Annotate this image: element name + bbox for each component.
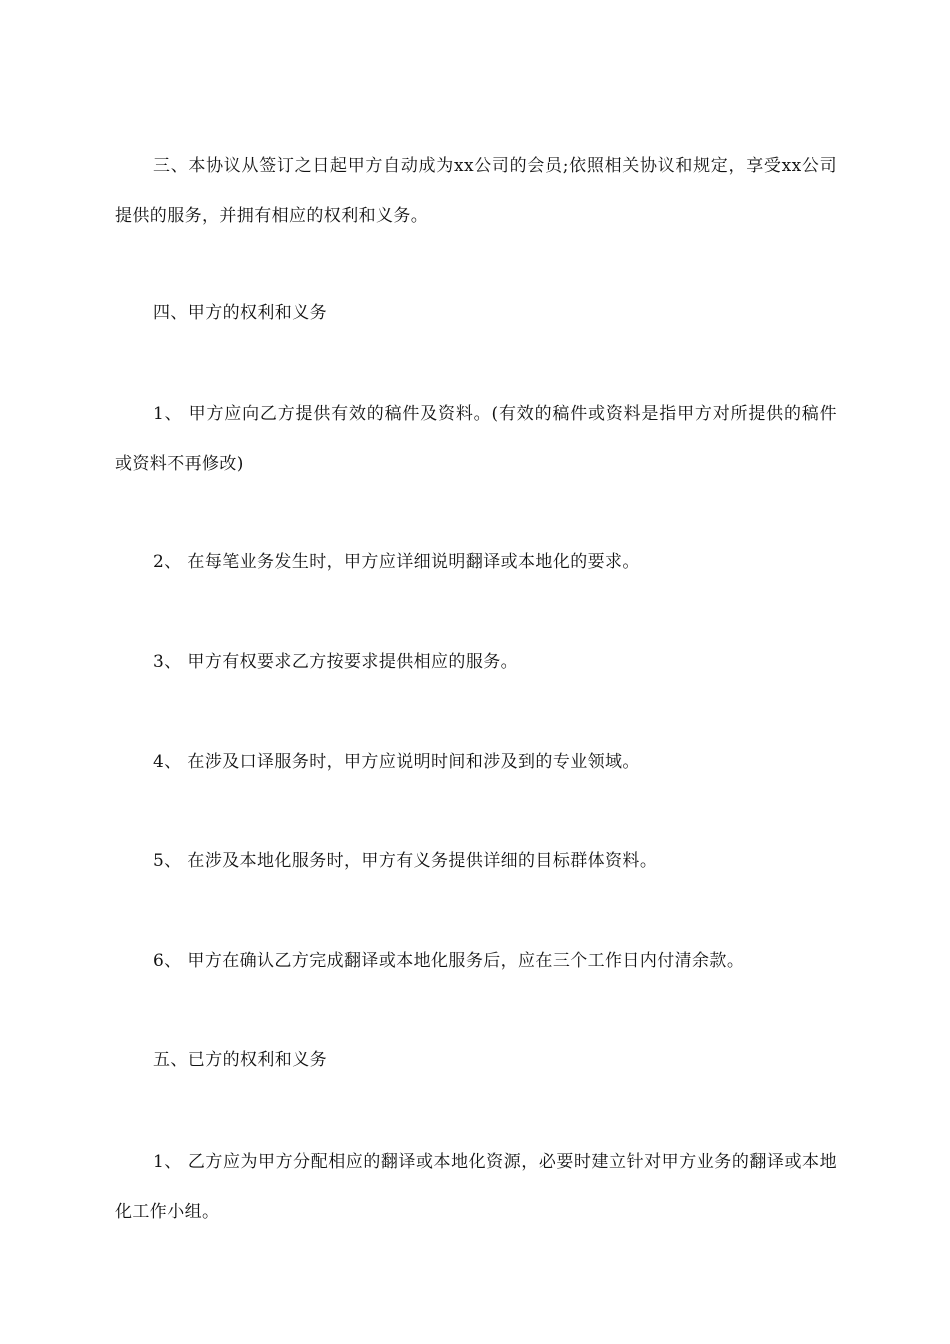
clause-5-1: 1、 乙方应为甲方分配相应的翻译或本地化资源，必要时建立针对甲方业务的翻译或本地化工作小组。 bbox=[115, 1152, 837, 1222]
clause-3-membership: 三、本协议从签订之日起甲方自动成为xx公司的会员;依照相关协议和规定，享受xx公司提供的服务，并拥有相应的权利和义务。 bbox=[115, 156, 837, 226]
clause-4-1: 1、 甲方应向乙方提供有效的稿件及资料。(有效的稿件或资料是指甲方对所提供的稿件或资料不再修改) bbox=[115, 404, 837, 474]
clause-4-3: 3、 甲方有权要求乙方按要求提供相应的服务。 bbox=[153, 652, 519, 672]
clause-4-5: 5、 在涉及本地化服务时，甲方有义务提供详细的目标群体资料。 bbox=[153, 851, 658, 871]
clause-4-2: 2、 在每笔业务发生时，甲方应详细说明翻译或本地化的要求。 bbox=[153, 552, 640, 572]
section-5-heading: 五、已方的权利和义务 bbox=[153, 1050, 327, 1070]
clause-4-6: 6、 甲方在确认乙方完成翻译或本地化服务后，应在三个工作日内付清余款。 bbox=[153, 951, 745, 971]
section-4-heading: 四、甲方的权利和义务 bbox=[153, 303, 327, 323]
clause-4-4: 4、 在涉及口译服务时，甲方应说明时间和涉及到的专业领域。 bbox=[153, 752, 640, 772]
